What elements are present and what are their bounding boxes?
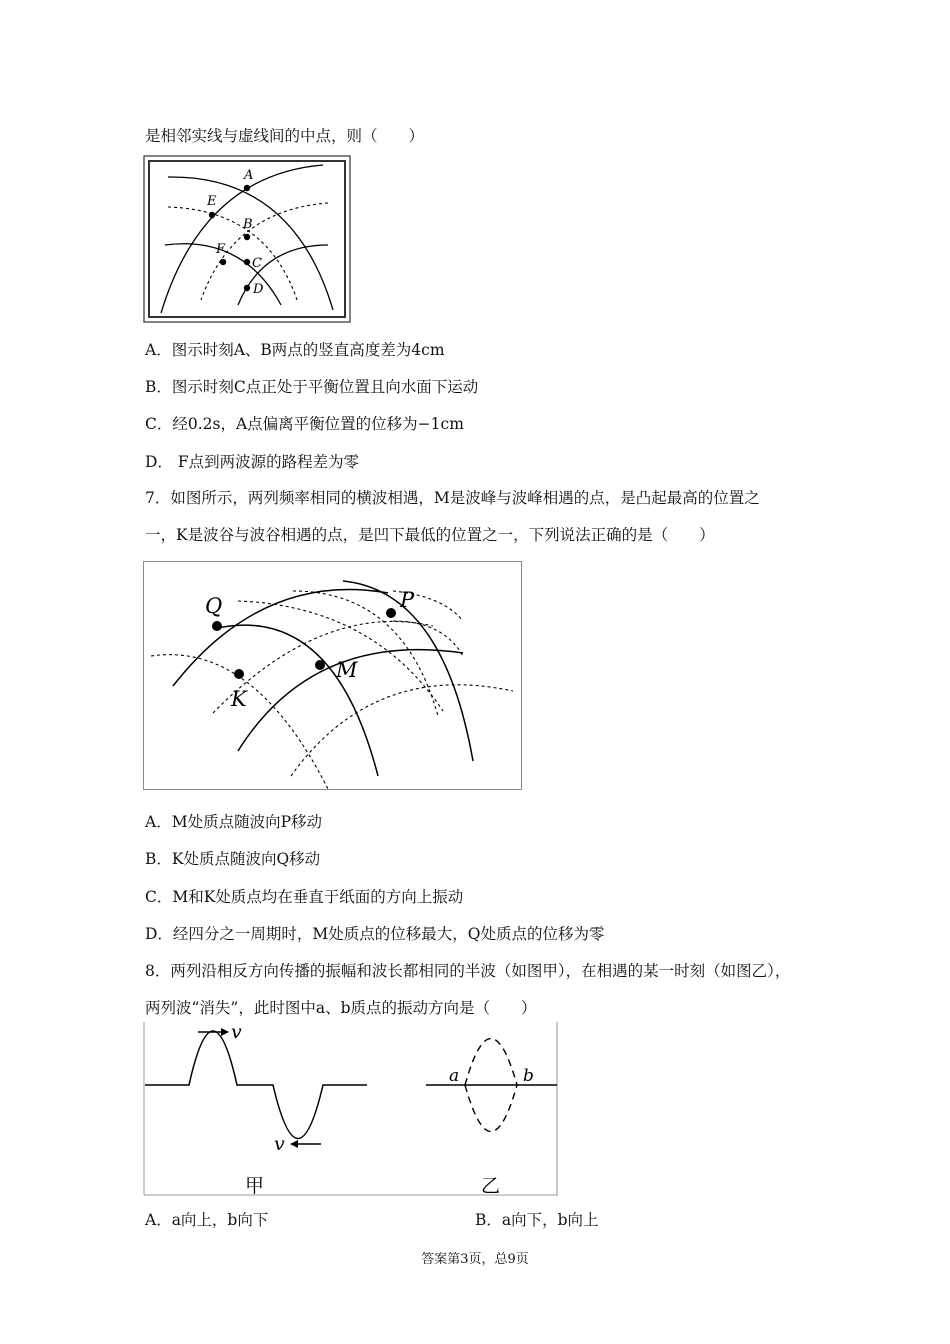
- label-a-point: a: [449, 1066, 460, 1086]
- label-m: M: [336, 658, 358, 682]
- label-a: A: [244, 168, 254, 183]
- label-e: E: [207, 194, 217, 209]
- q8-figure: [143, 1022, 559, 1196]
- q7-option-d: D．经四分之一周期时，M处质点的位移最大，Q处质点的位移为零: [145, 925, 605, 943]
- point-e: [209, 212, 215, 218]
- q7-stem-line1: 7．如图所示，两列频率相同的横波相遇，M是波峰与波峰相遇的点，是凸起最高的位置之: [145, 489, 760, 507]
- point-m: [315, 660, 325, 670]
- point-c: [244, 259, 250, 265]
- label-k: K: [231, 687, 247, 711]
- point-p: [386, 608, 396, 618]
- point-f: [220, 259, 226, 265]
- q6-option-d: D． F点到两波源的路程差为零: [145, 453, 360, 471]
- q7-stem-line2: 一，K是波谷与波谷相遇的点，是凹下最低的位置之一，下列说法正确的是（ ）: [145, 526, 715, 544]
- point-q: [212, 621, 222, 631]
- label-p: P: [400, 588, 415, 612]
- label-f: F: [216, 242, 226, 257]
- label-b: B: [243, 217, 253, 232]
- q6-option-a: A．图示时刻A、B两点的竖直高度差为4cm: [145, 341, 445, 359]
- q7-option-a: A．M处质点随波向P移动: [145, 813, 322, 831]
- q6-option-c: C．经0.2s，A点偏离平衡位置的位移为−1cm: [145, 415, 464, 433]
- label-q: Q: [205, 594, 223, 618]
- q6-stem-tail: 是相邻实线与虚线间的中点，则（ ）: [145, 127, 425, 145]
- label-yi: 乙: [481, 1175, 501, 1196]
- label-b-point: b: [523, 1066, 534, 1086]
- point-a: [244, 185, 250, 191]
- point-d: [244, 285, 250, 291]
- q6-option-b: B．图示时刻C点正处于平衡位置且向水面下运动: [145, 378, 479, 396]
- label-v1: v: [231, 1022, 242, 1043]
- q8-stem-line2: 两列波“消失”，此时图中a、b质点的振动方向是（ ）: [145, 999, 537, 1017]
- label-jia: 甲: [245, 1175, 265, 1196]
- q7-option-c: C．M和K处质点均在垂直于纸面的方向上振动: [145, 888, 464, 906]
- q7-option-b: B．K处质点随波向Q移动: [145, 850, 321, 868]
- q7-figure: [143, 561, 522, 790]
- q8-stem-line1: 8．两列沿相反方向传播的振幅和波长都相同的半波（如图甲），在相遇的某一时刻（如图乙），: [145, 962, 791, 980]
- label-d: D: [253, 282, 264, 297]
- label-c: C: [252, 256, 262, 271]
- label-v2: v: [274, 1133, 285, 1155]
- point-k: [234, 669, 244, 679]
- point-b: [244, 234, 250, 240]
- q8-option-b: B．a向下，b向上: [475, 1211, 599, 1229]
- q6-figure: [143, 155, 351, 323]
- q8-option-a: A．a向上，b向下: [145, 1211, 269, 1229]
- page-footer: 答案第3页，总9页: [421, 1252, 529, 1267]
